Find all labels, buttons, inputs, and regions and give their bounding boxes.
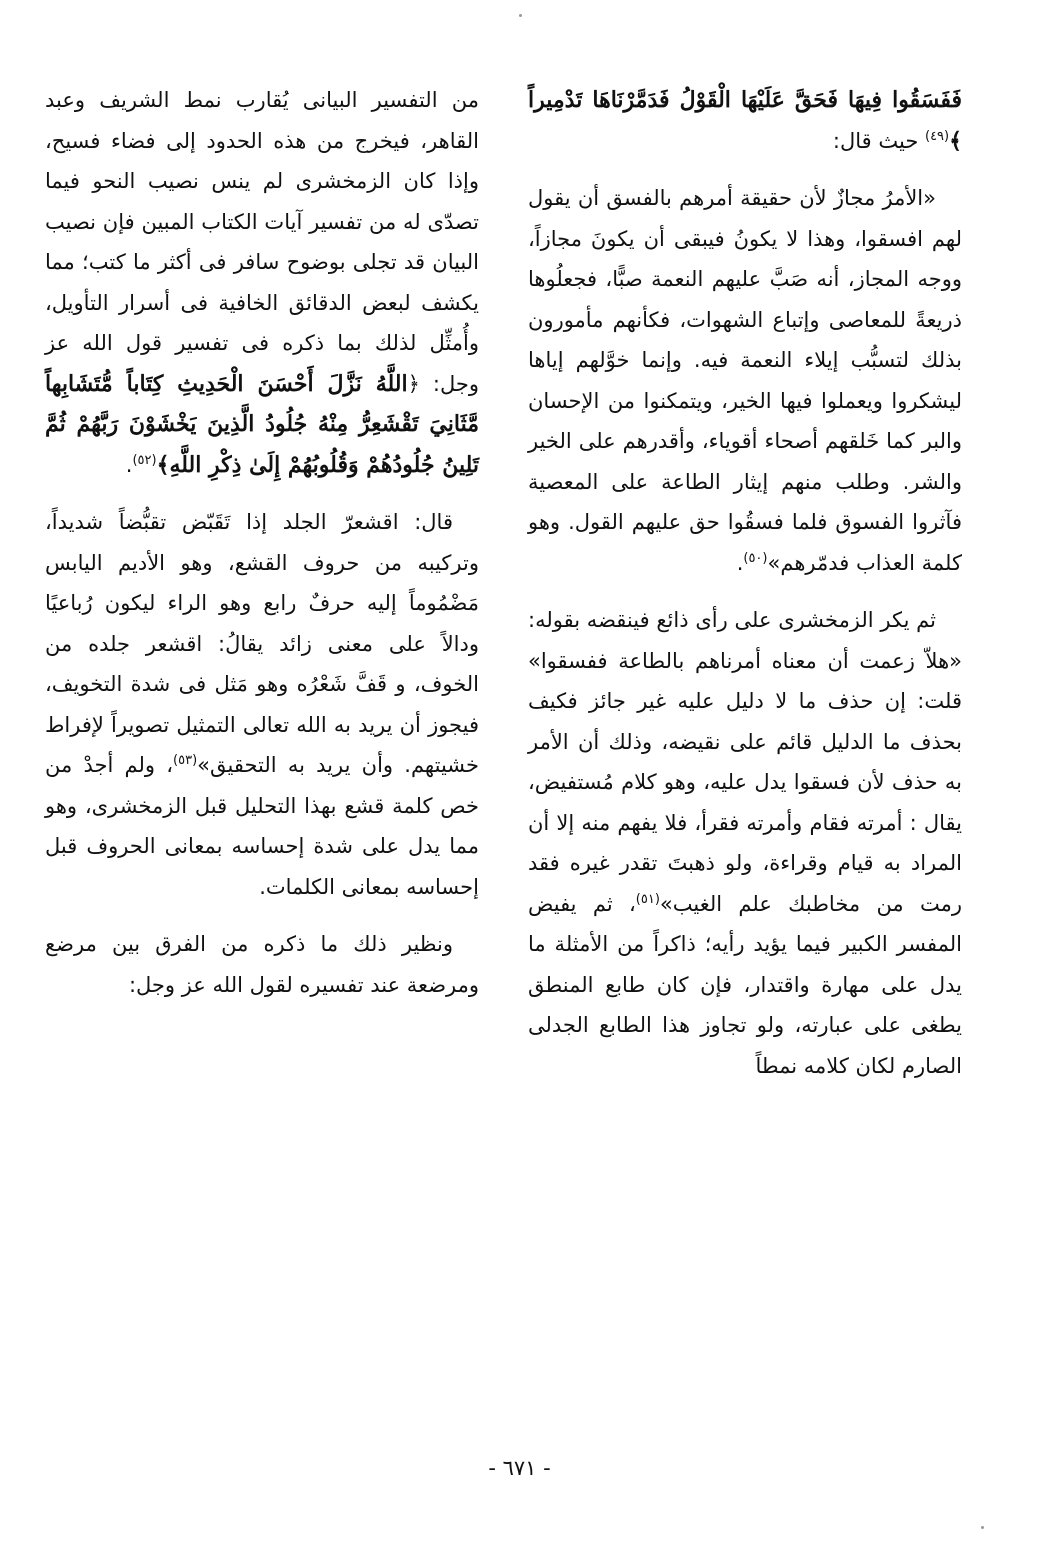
scan-speck <box>519 14 522 17</box>
left-paragraph-1 <box>45 80 479 485</box>
left-paragraph-2 <box>45 502 479 907</box>
right-paragraph-1 <box>528 178 962 583</box>
scan-speck <box>981 1526 984 1529</box>
verse-end: . <box>125 452 133 477</box>
verse-intro-tail: حيث قال: <box>832 128 925 153</box>
page-number: - ٦٧١ - <box>488 1456 551 1480</box>
right-paragraph-1-end: . <box>736 550 744 575</box>
quran-verse-intro: فَفَسَقُوا فِيهَا فَحَقَّ عَلَيْهَا الْقَوْلُ فَدَمَّرْنَاهَا تَدْمِيراً ﴾ <box>528 87 962 154</box>
right-paragraph-2-tail: ، ثم يفيض المفسر الكبير فيما يؤيد رأيه؛ ذاكراً من الأمثلة ما يدل على مهارة واقتدار، فإن كان طابع المنطق يطغى على عبارته، ولو تجاوز هذا الطابع الجدلى الصارم لكان كلامه نمطاً <box>528 891 962 1078</box>
footnote-ref-52: (٥٢) <box>132 452 157 468</box>
left-paragraph-2-text: قال: اقشعرّ الجلد إذا تَقَبّض تقبُّضاً شديداً، وتركيبه من حروف القشع، وهو الأديم اليابس مَضْمُوماً إليه حرفٌ رابع وهو الراء ليكون رُباعيًا ودالاً على معنى زائد يقالُ: اقشعر جلده من الخوف، و قَفَّ شَعْرُه وهو مَثل فى شدة التخويف، فيجوز أن يريد به الله تعالى التمثيل تصويراً لإفراط خشيتهم. وأن يريد به التحقيق» <box>45 510 479 777</box>
footnote-ref-53: (٥٣) <box>173 753 198 768</box>
left-paragraph-3-text: ونظير ذلك ما ذكره من الفرق بين مرضع ومرضعة عند تفسيره لقول الله عز وجل: <box>45 932 479 997</box>
left-paragraph-2-tail: ، ولم أجدْ من خص كلمة قشع بهذا التحليل قبل الزمخشرى، وهو مما يدل على شدة إحساسه بمعانى الحروف قبل إحساسه بمعانى الكلمات. <box>45 753 479 899</box>
right-paragraph-1-text: «الأمرُ مجازٌ لأن حقيقة أمرهم بالفسق أن يقول لهم افسقوا، وهذا لا يكونُ فيبقى أن يكونَ مجازاً، ووجه المجاز، أنه صَبَّ عليهم النعمة صبًّا، فجعلُوها ذريعةً للمعاصى وإتباع الشهوات، فكأنهم مأمورون بذلك لتسبُّب إيلاء النعمة فيه. وإنما خوَّلهم إياها ليشكروا ويعملوا فيها الخير، ويتمكنوا من الإحسان والبر كما خَلقهم أصحاء أقوياء، وأقدرهم على الخير والشر. وطلب منهم إيثار الطاعة على المعصية فآثروا الفسوق فلما فسقُوا حق عليهم القول. وهو كلمة العذاب فدمّرهم» <box>528 186 962 575</box>
left-paragraph-3 <box>45 924 479 1005</box>
footnote-ref-51: (٥١) <box>635 891 660 907</box>
verse-intro-paragraph <box>528 80 962 161</box>
right-column <box>528 80 962 1103</box>
footnote-ref-50: (٥٠) <box>743 550 768 566</box>
left-column <box>45 80 479 1022</box>
quran-verse-zumar: اللَّهُ نَزَّلَ أَحْسَنَ الْحَدِيثِ كِتَاباً مُّتَشَابِهاً مَّثَانِيَ تَقْشَعِرُّ مِنْهُ جُلُودُ الَّذِينَ يَخْشَوْنَ رَبَّهُمْ ثُمَّ تَلِينُ جُلُودُهُمْ وَقُلُوبُهُمْ إِلَىٰ ذِكْرِ اللَّهِ﴾ <box>45 370 479 478</box>
left-paragraph-1-text: من التفسير البيانى يُقارب نمط الشريف وعبد القاهر، فيخرج من هذه الحدود إلى فضاء فسيح، وإذا كان الزمخشرى لم ينس نصيب النحو فيما تصدّى له من تفسير آيات الكتاب المبين فإن نصيب البيان قد تجلى بوضوح سافر فى أكثر ما كتب؛ مما يكشف لبعض الدقائق الخافية فى أسرار التأويل، وأُمثِّل لذلك بما ذكره فى تفسير قول الله عز وجل: ﴿ <box>45 88 479 396</box>
footnote-ref-49: (٤٩) <box>924 128 950 144</box>
right-paragraph-2 <box>528 600 962 1086</box>
right-paragraph-2-text: ثم يكر الزمخشرى على رأى ذائع فينقضه بقوله: «هلاّ زعمت أن معناه أمرناهم بالطاعة ففسقوا» قلت: إن حذف ما لا دليل عليه غير جائز فكيف بحذف ما الدليل قائم على نقيضه، وذلك أن الأمر به حذف لأن فسقوا يدل عليه، وهو كلام مُستفيض، يقال : أمرته فقام وأمرته فقرأ، فلا يفهم منه إلا أن المراد به قيام وقراءة، ولو ذهبتَ تقدر غيره فقد رمت من مخاطبك علم الغيب» <box>528 608 963 916</box>
